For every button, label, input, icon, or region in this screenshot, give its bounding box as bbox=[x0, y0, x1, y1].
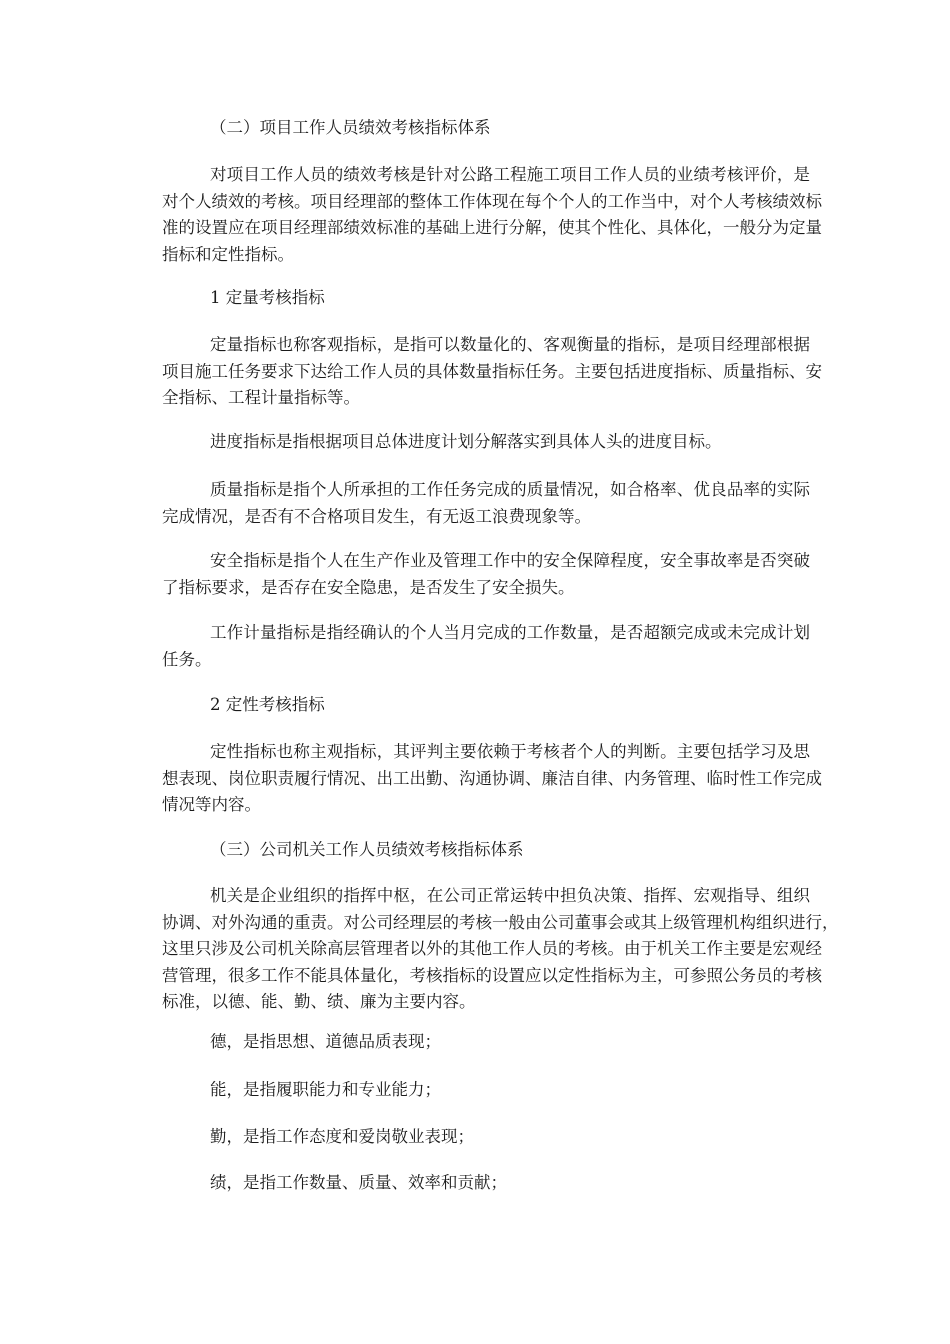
text-line: 勤，是指工作态度和爱岗敬业表现； bbox=[210, 1127, 474, 1146]
section2-intro-paragraph bbox=[162, 162, 822, 268]
text-line: 这里只涉及公司机关除高层管理者以外的其他工作人员的考核。由于机关工作主要是宏观经 bbox=[162, 939, 822, 959]
text-line: 协调、对外沟通的重责。对公司经理层的考核一般由公司董事会或其上级管理机构组织进行， bbox=[162, 912, 839, 932]
text-line: 准的设置应在项目经理部绩效标准的基础上进行分解，使其个性化、具体化，一般分为定量 bbox=[162, 218, 822, 238]
text-line: 了指标要求，是否存在安全隐患，是否发生了安全损失。 bbox=[162, 577, 575, 597]
text-line: 质量指标是指个人所承担的工作任务完成的质量情况，如合格率、优良品率的实际 bbox=[210, 480, 810, 499]
text-line: 安全指标是指个人在生产作业及管理工作中的安全保障程度，安全事故率是否突破 bbox=[210, 551, 810, 570]
quant-heading: 1 定量考核指标 bbox=[210, 288, 325, 307]
progress-paragraph bbox=[162, 429, 810, 456]
text-line: 全指标、工程计量指标等。 bbox=[162, 388, 360, 408]
text-line: 机关是企业组织的指挥中枢，在公司正常运转中担负决策、指挥、宏观指导、组织 bbox=[210, 886, 810, 905]
text-line: 完成情况，是否有不合格项目发生，有无返工浪费现象等。 bbox=[162, 506, 591, 526]
text-line: 项目施工任务要求下达给工作人员的具体数量指标任务。主要包括进度指标、质量指标、安 bbox=[162, 361, 822, 381]
virtue-item bbox=[162, 1029, 810, 1056]
qual-paragraph bbox=[162, 739, 822, 819]
text-line: 指标和定性指标。 bbox=[162, 244, 294, 264]
text-line: 进度指标是指根据项目总体进度计划分解落实到具体人头的进度目标。 bbox=[210, 432, 722, 451]
text-line: 想表现、岗位职责履行情况、出工出勤、沟通协调、廉洁自律、内务管理、临时性工作完成 bbox=[162, 768, 822, 788]
text-line: 工作计量指标是指经确认的个人当月完成的工作数量，是否超额完成或未完成计划 bbox=[210, 623, 810, 642]
section3-heading: （三）公司机关工作人员绩效考核指标体系 bbox=[210, 840, 524, 859]
ability-item bbox=[162, 1077, 810, 1104]
safety-paragraph bbox=[162, 548, 810, 601]
section3-intro-paragraph bbox=[162, 883, 839, 1016]
workload-paragraph bbox=[162, 620, 810, 673]
text-line: 对项目工作人员的绩效考核是针对公路工程施工项目工作人员的业绩考核评价，是 bbox=[210, 165, 810, 184]
text-line: 能，是指履职能力和专业能力； bbox=[210, 1080, 441, 1099]
performance-item bbox=[162, 1170, 810, 1197]
diligence-item bbox=[162, 1124, 810, 1151]
text-line: 定量指标也称客观指标，是指可以数量化的、客观衡量的指标，是项目经理部根据 bbox=[210, 335, 810, 354]
text-line: 对个人绩效的考核。项目经理部的整体工作体现在每个个人的工作当中，对个人考核绩效标 bbox=[162, 191, 822, 211]
text-line: 任务。 bbox=[162, 649, 212, 669]
text-line: 营管理，很多工作不能具体量化，考核指标的设置应以定性指标为主，可参照公务员的考核 bbox=[162, 965, 822, 985]
section2-heading: （二）项目工作人员绩效考核指标体系 bbox=[210, 118, 491, 137]
text-line: 德，是指思想、道德品质表现； bbox=[210, 1032, 441, 1051]
text-line: 绩，是指工作数量、质量、效率和贡献； bbox=[210, 1173, 507, 1192]
text-line: 定性指标也称主观指标，其评判主要依赖于考核者个人的判断。主要包括学习及思 bbox=[210, 742, 810, 761]
quality-paragraph bbox=[162, 477, 810, 530]
text-line: 情况等内容。 bbox=[162, 795, 261, 815]
qual-heading: 2 定性考核指标 bbox=[210, 695, 325, 714]
text-line: 标准，以德、能、勤、绩、廉为主要内容。 bbox=[162, 992, 476, 1012]
quant-intro-paragraph bbox=[162, 332, 822, 412]
